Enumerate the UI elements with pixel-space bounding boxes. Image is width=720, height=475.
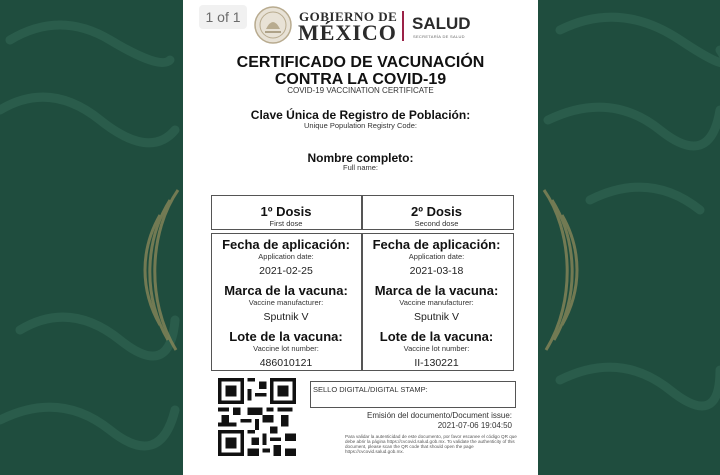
dose1-lot-label: Lote de la vacuna:	[229, 329, 343, 344]
dose1-date-label: Fecha de aplicación:	[222, 237, 350, 252]
emission-date: 2021-07-06 19:04:50	[437, 421, 512, 430]
coat-of-arms-logo	[253, 5, 293, 45]
dose2-title-sub: Second dose	[414, 219, 459, 228]
page-indicator: 1 of 1	[199, 5, 247, 29]
dose1-date-sub: Application date:	[258, 252, 314, 261]
salud-sublabel: SECRETARÍA DE SALUD	[413, 34, 465, 39]
dose1-header	[211, 205, 361, 228]
curp-label: Clave Única de Registro de Población:	[250, 108, 471, 122]
dose2-lot-value: II-130221	[414, 357, 459, 369]
dose2-date-label: Fecha de aplicación:	[372, 237, 501, 252]
dose1-brand-label: Marca de la vacuna:	[224, 283, 348, 298]
full-name-label: Nombre completo:	[307, 151, 414, 165]
dose1-lot-sub: Vaccine lot number:	[253, 344, 319, 353]
header-divider	[402, 11, 404, 41]
curp-sublabel: Unique Population Registry Code:	[304, 121, 417, 130]
dose1-date-value: 2021-02-25	[259, 265, 313, 277]
mexico-label: MÉXICO	[298, 20, 397, 45]
certificate-title-line1: CERTIFICADO DE VACUNACIÓN	[236, 54, 485, 71]
dose1-title-sub: First dose	[269, 219, 303, 228]
gobierno-label: GOBIERNO DE	[299, 9, 398, 24]
dose1-details	[211, 238, 361, 370]
dose2-date-sub: Application date:	[408, 252, 465, 261]
dose2-lot-sub: Vaccine lot number:	[403, 344, 470, 353]
dose2-brand-label: Marca de la vacuna:	[374, 283, 499, 298]
salud-label: SALUD	[412, 14, 471, 33]
full-name-sublabel: Full name:	[342, 163, 378, 172]
dose2-header	[361, 205, 512, 228]
qr-code[interactable]	[218, 378, 296, 456]
certificate-title-line2: CONTRA LA COVID-19	[274, 71, 447, 88]
dose1-brand-value: Sputnik V	[263, 311, 309, 323]
dose2-details	[361, 238, 512, 370]
dose2-lot-label: Lote de la vacuna:	[379, 329, 494, 344]
dose2-brand-value: Sputnik V	[414, 311, 459, 323]
certificate-subtitle: COVID-19 VACCINATION CERTIFICATE	[287, 86, 434, 95]
dose2-brand-sub: Vaccine manufacturer:	[399, 298, 474, 307]
validation-fine-print: Para validar la autenticidad de este documento, por favor escanee el código QR que debe abrir la página https://cvcovid.salud.gob.mx. To validate the authenticity of this document, please scan the QR code that should open the page https://cvcovid.salud.gob.mx.	[345, 434, 517, 454]
dose2-title: 2º Dosis	[411, 204, 462, 219]
dose1-lot-value: 486010121	[259, 357, 313, 369]
dose1-title: 1º Dosis	[260, 204, 312, 219]
dose2-date-value: 2021-03-18	[409, 265, 464, 277]
digital-stamp-label: SELLO DIGITAL/DIGITAL STAMP:	[313, 385, 428, 394]
dose1-brand-sub: Vaccine manufacturer:	[248, 298, 324, 307]
emission-label: Emisión del documento/Document issue:	[367, 411, 512, 420]
